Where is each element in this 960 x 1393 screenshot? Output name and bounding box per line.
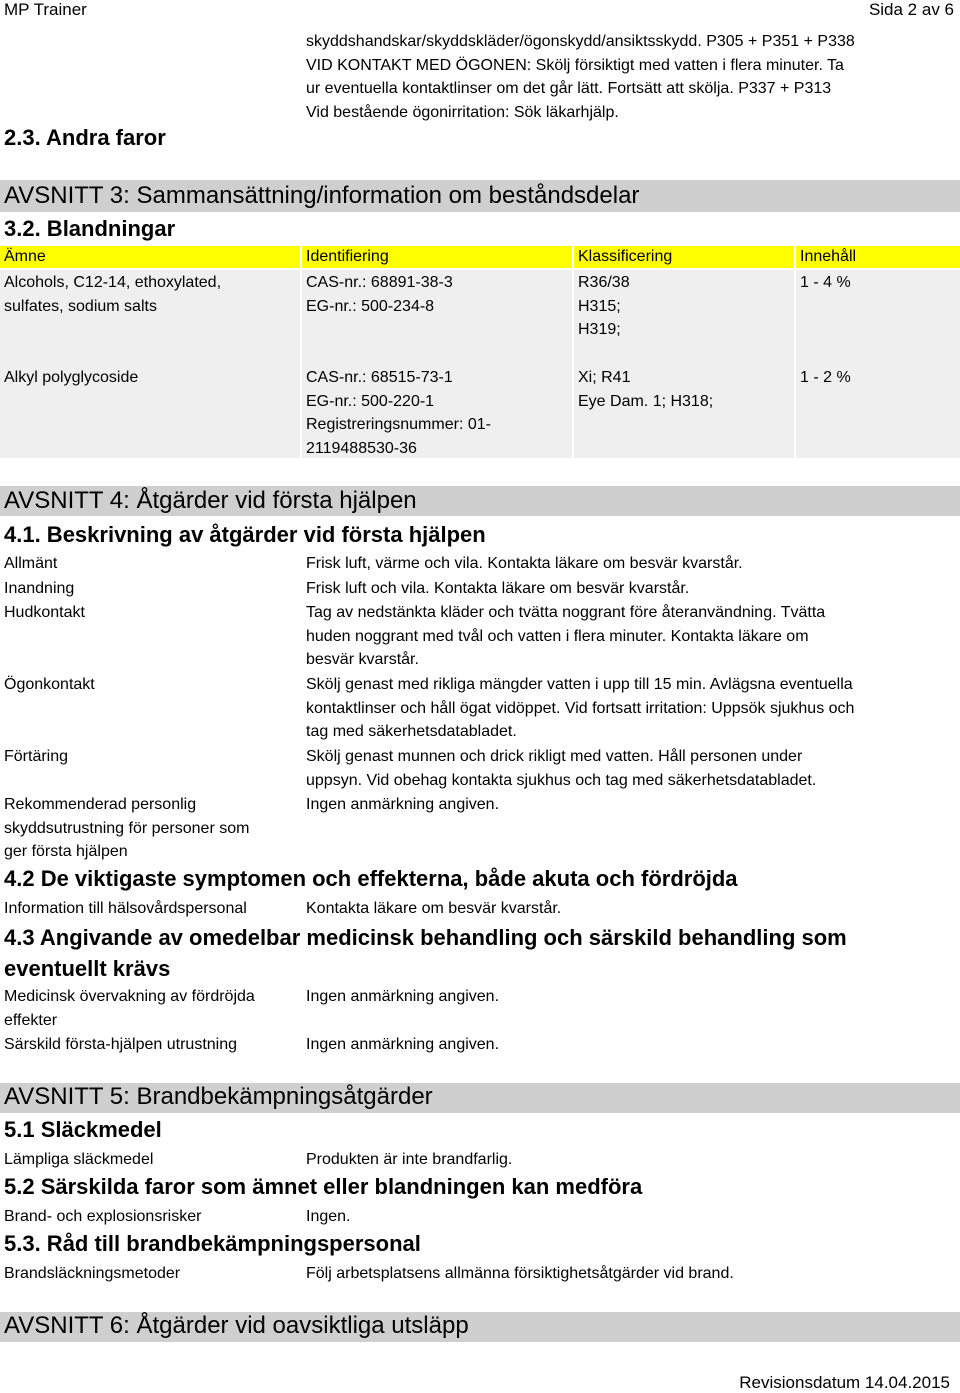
text-line: Skölj genast med rikliga mängder vatten i upp till 15 min. Avlägsna eventuella (306, 676, 853, 693)
text-line: skyddsutrustning för personer som (4, 819, 250, 837)
table-row-1-substance (4, 271, 221, 318)
text-allmant: Frisk luft, värme och vila. Kontakta läkare om besvär kvarstår. (306, 555, 743, 572)
text-line: 4.3 Angivande av omedelbar medicinsk behandling och särskild behandling som (4, 925, 847, 950)
cell-line: EG-nr.: 500-220-1 (306, 392, 435, 410)
text-slackmedel: Produkten är inte brandfarlig. (306, 1151, 513, 1168)
text-line: ger första hjälpen (4, 843, 128, 860)
cell-line: Xi; R41 (578, 369, 631, 386)
top-text-block (306, 30, 855, 124)
table-row-2-klass (578, 366, 713, 413)
label-fortaring: Förtäring (4, 748, 69, 765)
cell-line: Alcohols, C12-14, ethoxylated, (4, 274, 222, 291)
text-brandslackning: Följ arbetsplatsens allmänna försiktighetsåtgärder vid brand. (306, 1265, 734, 1282)
section-4-title: AVSNITT 4: Åtgärder vid första hjälpen (4, 487, 417, 514)
text-line: besvär kvarstår. (306, 651, 419, 668)
table-row-2-ident (306, 366, 491, 460)
cell-line: Registreringsnummer: 01- (306, 416, 491, 433)
section-5-title: AVSNITT 5: Brandbekämpningsåtgärder (4, 1083, 433, 1110)
label-brandrisker: Brand- och explosionsrisker (4, 1208, 202, 1225)
text-inandning: Frisk luft och vila. Kontakta läkare om besvär kvarstår. (306, 580, 690, 597)
text-line: huden noggrant med tvål och vatten i flera minuter. Kontakta läkare om (306, 627, 809, 645)
text-information: Kontakta läkare om besvär kvarstår. (306, 900, 562, 917)
section-5-2-title: 5.2 Särskilda faror som ämnet eller blandningen kan medföra (4, 1174, 643, 1199)
cell-line: 2119488530-36 (306, 439, 417, 457)
text-line: skyddshandskar/skyddskläder/ögonskydd/ansiktsskydd. P305 + P351 + P338 (306, 33, 855, 50)
col-bg-content (796, 270, 960, 458)
label-information: Information till hälsovårdspersonal (4, 900, 247, 917)
cell-line: CAS-nr.: 68891-38-3 (306, 274, 453, 291)
label-ogonkontakt: Ögonkontakt (4, 676, 95, 693)
label-skyddsutrustning (4, 793, 249, 864)
section-4-2-title: 4.2 De viktigaste symptomen och effekterna, både akuta och fördröjda (4, 866, 738, 891)
revision-date: Revisionsdatum 14.04.2015 (739, 1373, 950, 1392)
text-brandrisker: Ingen. (306, 1208, 351, 1225)
text-fortaring (306, 745, 816, 792)
section-3-2-title: 3.2. Blandningar (4, 216, 176, 241)
text-line: Tag av nedstänkta kläder och tvätta noggrant före återanvändning. Tvätta (306, 604, 826, 621)
table-row-1-ident (306, 271, 453, 318)
cell-line: sulfates, sodium salts (4, 297, 157, 315)
text-line: eventuellt krävs (4, 956, 171, 981)
section-4-3-title (4, 922, 847, 984)
section-5-3-title: 5.3. Råd till brandbekämpningspersonal (4, 1231, 421, 1256)
label-utrustning: Särskild första-hjälpen utrustning (4, 1036, 238, 1053)
text-line: ur eventuella kontaktlinser om det går lätt. Fortsätt att skölja. P337 + P313 (306, 80, 832, 97)
text-line: Medicinsk övervakning av fördröjda (4, 988, 255, 1005)
cell-line: Alkyl polyglycoside (4, 369, 139, 386)
cell-line: EG-nr.: 500-234-8 (306, 297, 435, 315)
col-header-substance: Ämne (0, 246, 300, 268)
table-row-1-content: 1 - 4 % (800, 274, 851, 291)
text-ogonkontakt (306, 673, 854, 744)
composition-table-header (0, 246, 960, 268)
cell-line: H315; (578, 297, 621, 315)
text-line: Vid bestående ögonirritation: Sök läkarhjälp. (306, 103, 619, 121)
label-hudkontakt: Hudkontakt (4, 604, 85, 621)
label-slackmedel: Lämpliga släckmedel (4, 1151, 154, 1168)
section-5-1-title: 5.1 Släckmedel (4, 1117, 162, 1142)
cell-line: CAS-nr.: 68515-73-1 (306, 369, 453, 386)
cell-line: Eye Dam. 1; H318; (578, 392, 714, 410)
text-line: Skölj genast munnen och drick rikligt med vatten. Håll personen under (306, 748, 803, 765)
label-medicinsk (4, 985, 255, 1032)
text-line: kontaktlinser och håll ögat vidöppet. Vid fortsatt irritation: Uppsök sjukhus och (306, 699, 855, 717)
table-row-1-klass (578, 271, 630, 342)
col-header-classification: Klassificering (574, 246, 794, 268)
col-header-identification: Identifiering (302, 246, 572, 268)
section-heading-2-3: 2.3. Andra faror (4, 125, 166, 150)
label-brandslackning: Brandsläckningsmetoder (4, 1265, 181, 1282)
text-line: effekter (4, 1011, 58, 1029)
text-hudkontakt (306, 601, 825, 672)
text-utrustning: Ingen anmärkning angiven. (306, 1036, 500, 1053)
table-row-2-substance (4, 366, 138, 390)
text-medicinsk: Ingen anmärkning angiven. (306, 988, 500, 1005)
section-4-1-title: 4.1. Beskrivning av åtgärder vid första hjälpen (4, 522, 486, 547)
page-indicator: Sida 2 av 6 (868, 0, 954, 19)
text-line: VID KONTAKT MED ÖGONEN: Skölj försiktigt med vatten i flera minuter. Ta (306, 56, 844, 74)
label-allmant: Allmänt (4, 555, 58, 572)
col-header-content: Innehåll (796, 246, 960, 268)
text-line: uppsyn. Vid obehag kontakta sjukhus och tag med säkerhetsdatabladet. (306, 771, 817, 789)
text-line: tag med säkerhetsdatabladet. (306, 723, 517, 740)
cell-line: R36/38 (578, 274, 630, 291)
text-skyddsutrustning: Ingen anmärkning angiven. (306, 796, 500, 813)
label-inandning: Inandning (4, 580, 75, 597)
text-line: Rekommenderad personlig (4, 796, 197, 813)
section-6-title: AVSNITT 6: Åtgärder vid oavsiktliga utsläpp (4, 1312, 469, 1339)
section-3-title: AVSNITT 3: Sammansättning/information om beståndsdelar (4, 182, 640, 209)
app-name: MP Trainer (4, 0, 87, 19)
cell-line: H319; (578, 321, 621, 338)
table-row-2-content: 1 - 2 % (800, 369, 851, 386)
